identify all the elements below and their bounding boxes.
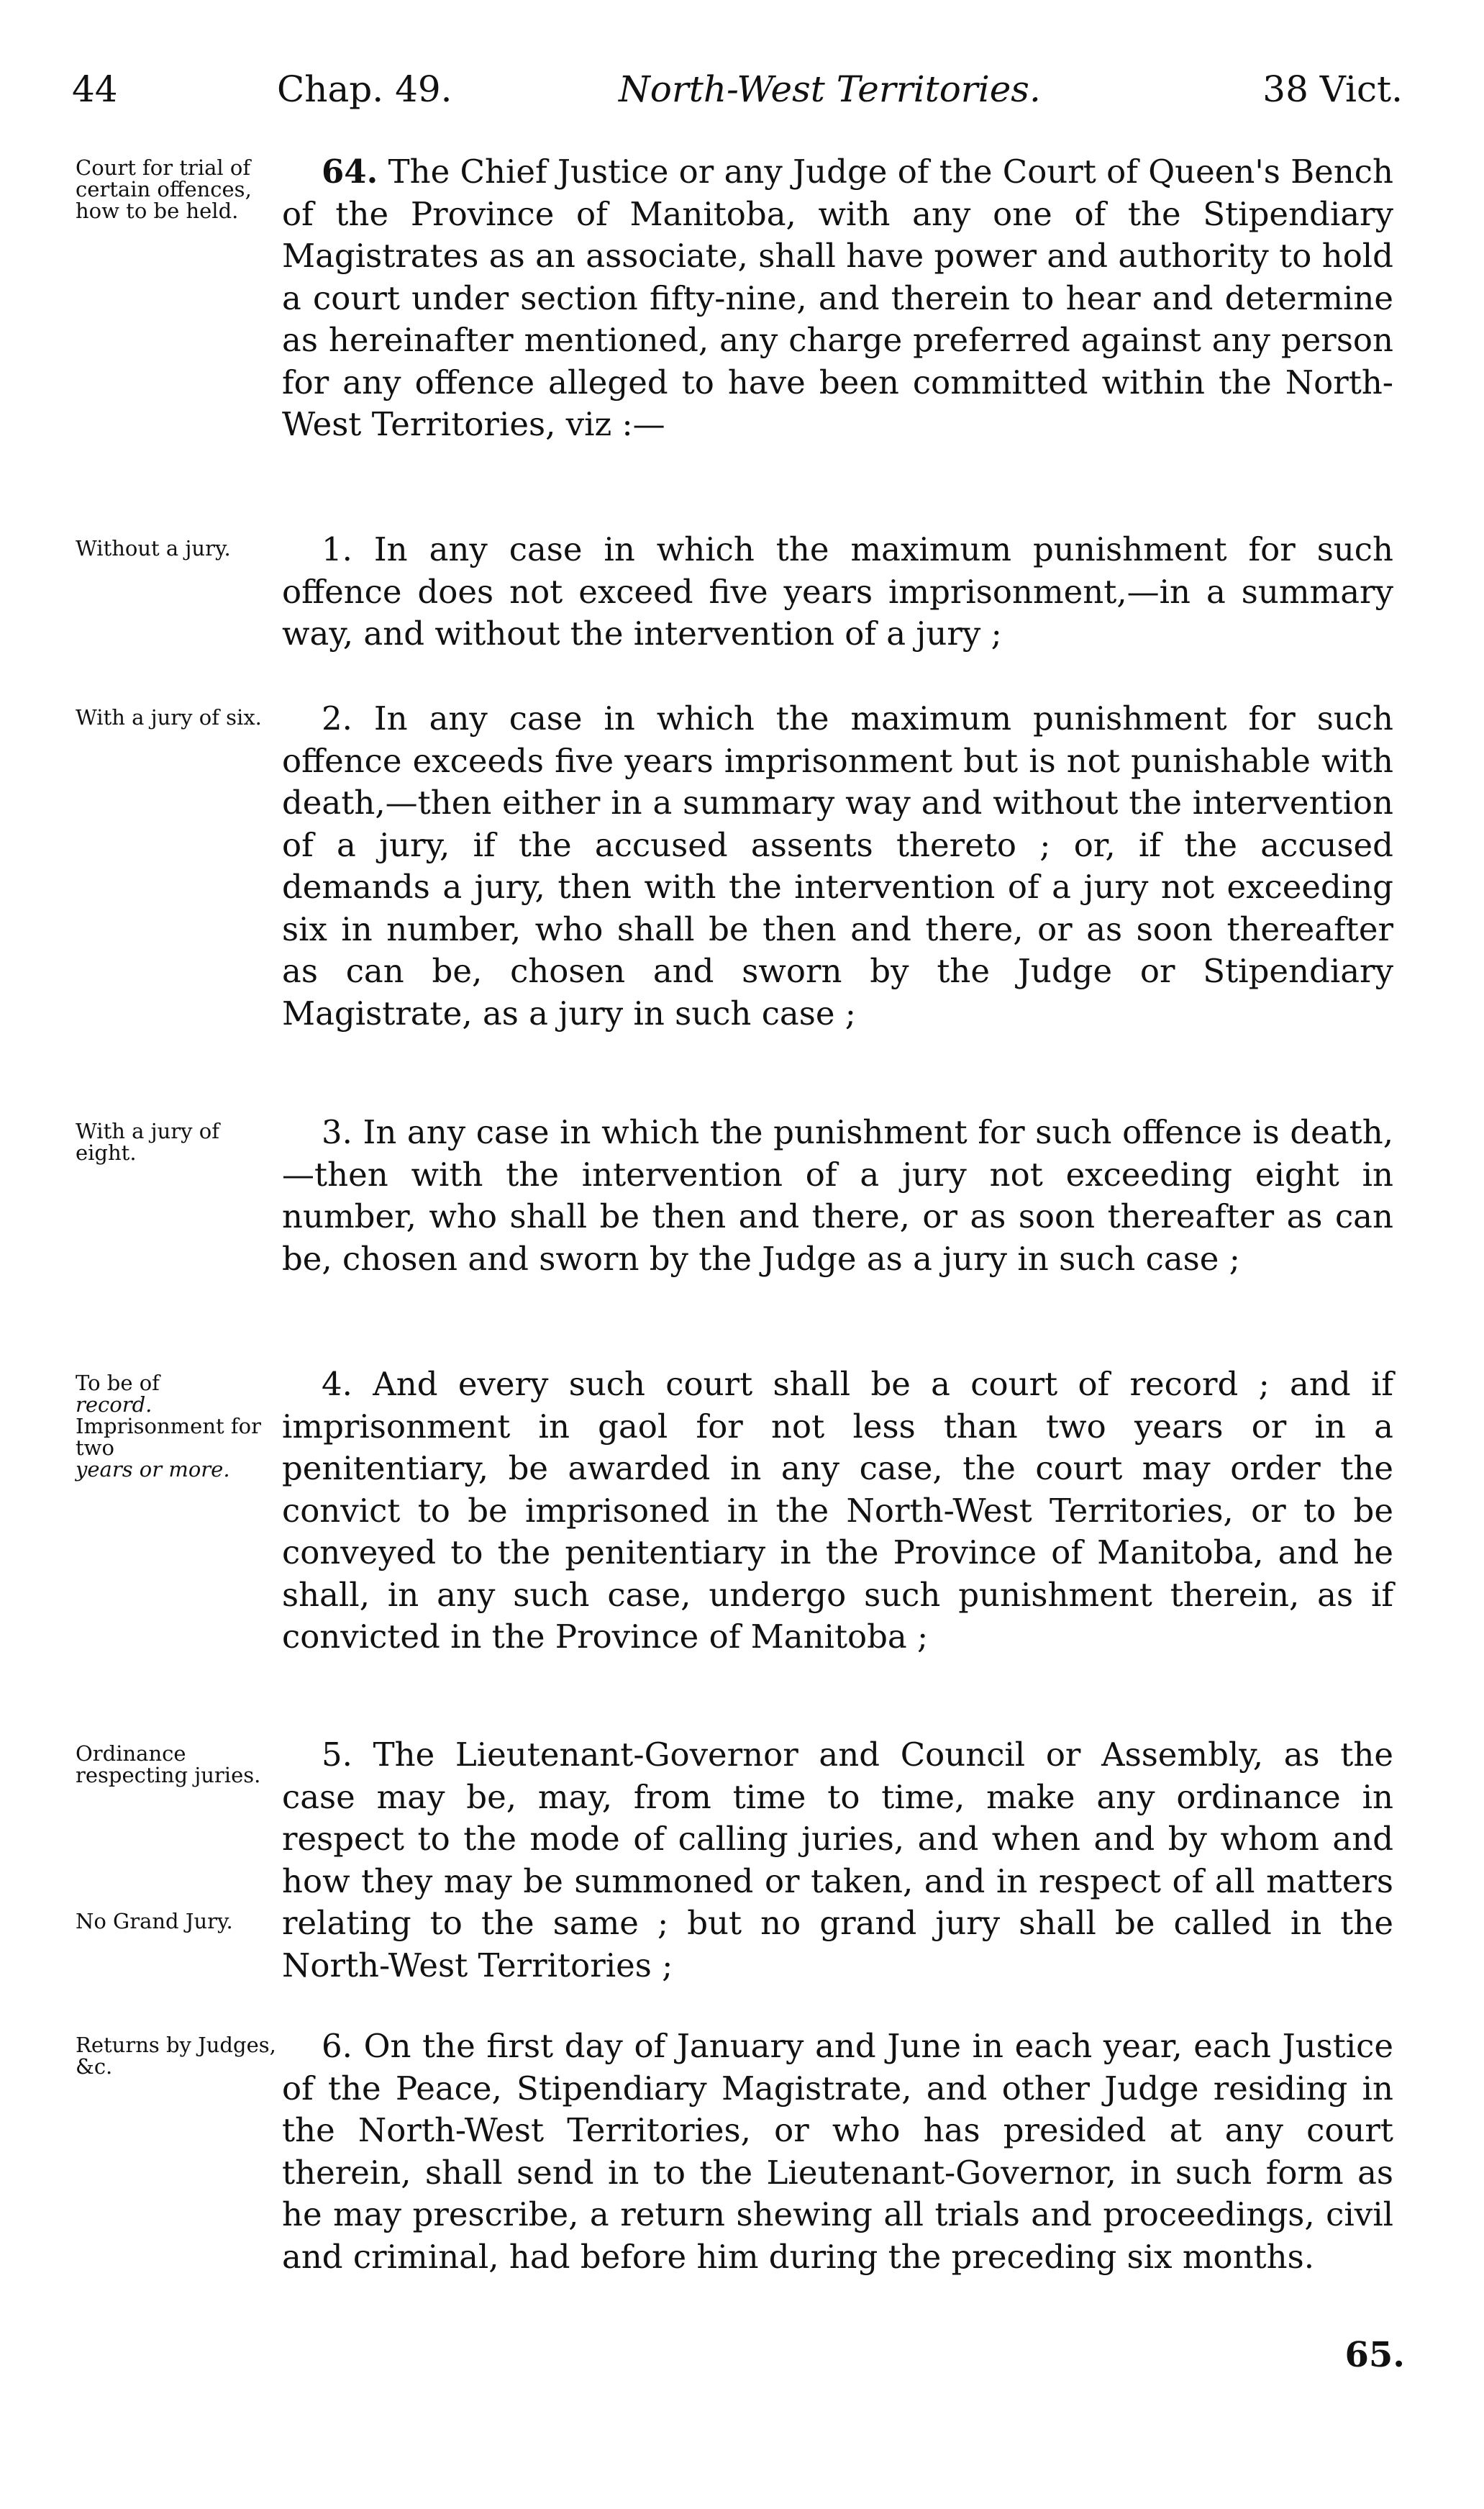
clause-1-text: 1. In any case in which the maximum punishment for such offence does not exceed five years imprisonment,—in a summary way, and without the intervention of a jury ; bbox=[282, 530, 1393, 653]
clause-4-text: 4. And every such court shall be a court of record ; and if imprisonment in gaol for not less than two years or in a penitentiary, be awarded in any case, the court may order the convict to be imprisoned in the North-West Territories, or to be conveyed to the penitentiary in the Province of Manitoba, and he shall, in any such case, undergo such punishment therein, as if convicted in the Province of Manitoba ; bbox=[282, 1365, 1393, 1656]
chapter-label: Chap. 49. bbox=[277, 68, 452, 110]
catchword: 65. bbox=[1344, 2335, 1405, 2375]
margin-note-no-grand-jury: No Grand Jury. bbox=[76, 1909, 233, 1933]
clause-2-text: 2. In any case in which the maximum punishment for such offence exceeds five years imprisonment but is not punishable with death,—then either in a summary way and without the intervention of a jury, if the accused assents thereto ; or, if the accused demands a jury, then with the intervention of a jury not exceeding six in number, who shall be then and there, or as soon thereafter as can be, chosen and sworn by the Judge or Stipendiary Magistrate, as a jury in such case ; bbox=[282, 699, 1393, 1033]
section-number: 64. bbox=[322, 153, 378, 191]
margin-note-ordinance-juries: Ordinance respecting juries. bbox=[76, 1741, 261, 1787]
margin-note-court-of-record bbox=[76, 1372, 277, 1480]
margin-note-court-for-trial: Court for trial of certain offences, how to be held. bbox=[76, 155, 252, 223]
margin-note-line: Imprisonment for two bbox=[76, 1414, 261, 1460]
margin-note-line: To be of bbox=[76, 1371, 160, 1395]
page-header bbox=[72, 68, 1403, 119]
section-64-text bbox=[282, 151, 1393, 446]
margin-note-jury-of-six: With a jury of six. bbox=[76, 705, 262, 730]
section-64-body: The Chief Justice or any Judge of the Court of Queen's Bench of the Province of Manitoba, with any one of the Stipendiary Magistrates as an associate, shall have power and authority to hold a court under section fifty-nine, and therein to hear and determine as hereinafter mentioned, any charge preferred against any person for any offence alleged to have been committed within the North-West Territories, viz :— bbox=[282, 153, 1393, 443]
regnal-year: 38 Vict. bbox=[1262, 68, 1403, 110]
running-title: North-West Territories. bbox=[619, 68, 1041, 110]
margin-note-line-italic: record. bbox=[76, 1392, 153, 1417]
margin-note-jury-of-eight: With a jury of eight. bbox=[76, 1119, 219, 1165]
clause-6-text: 6. On the first day of January and June in each year, each Justice of the Peace, Stipendiary Magistrate, and other Judge residing in the North-West Territories, or who has presided at any court therein, shall send in to the Lieutenant-Governor, in such form as he may prescribe, a return shewing all trials and proceedings, civil and criminal, had before him during the preceding six months. bbox=[282, 2027, 1393, 2276]
clause-5-text: 5. The Lieutenant-Governor and Council or Assembly, as the case may be, may, from time to time, make any ordinance in respect to the mode of calling juries, and when and by whom and how they may be summoned or taken, and in respect of all matters relating to the same ; but no grand jury shall be called in the North-West Territories ; bbox=[282, 1736, 1393, 1984]
page-number: 44 bbox=[72, 68, 118, 110]
margin-note-returns-by-judges: Returns by Judges, &c. bbox=[76, 2033, 276, 2079]
clause-3-text: 3. In any case in which the punishment for such offence is death,—then with the intervention of a jury not exceeding eight in number, who shall be then and there, or as soon thereafter as can be, chosen and sworn by the Judge as a jury in such case ; bbox=[282, 1113, 1393, 1278]
margin-note-line-italic: years or more. bbox=[76, 1457, 230, 1482]
margin-note-without-jury: Without a jury. bbox=[76, 536, 231, 561]
